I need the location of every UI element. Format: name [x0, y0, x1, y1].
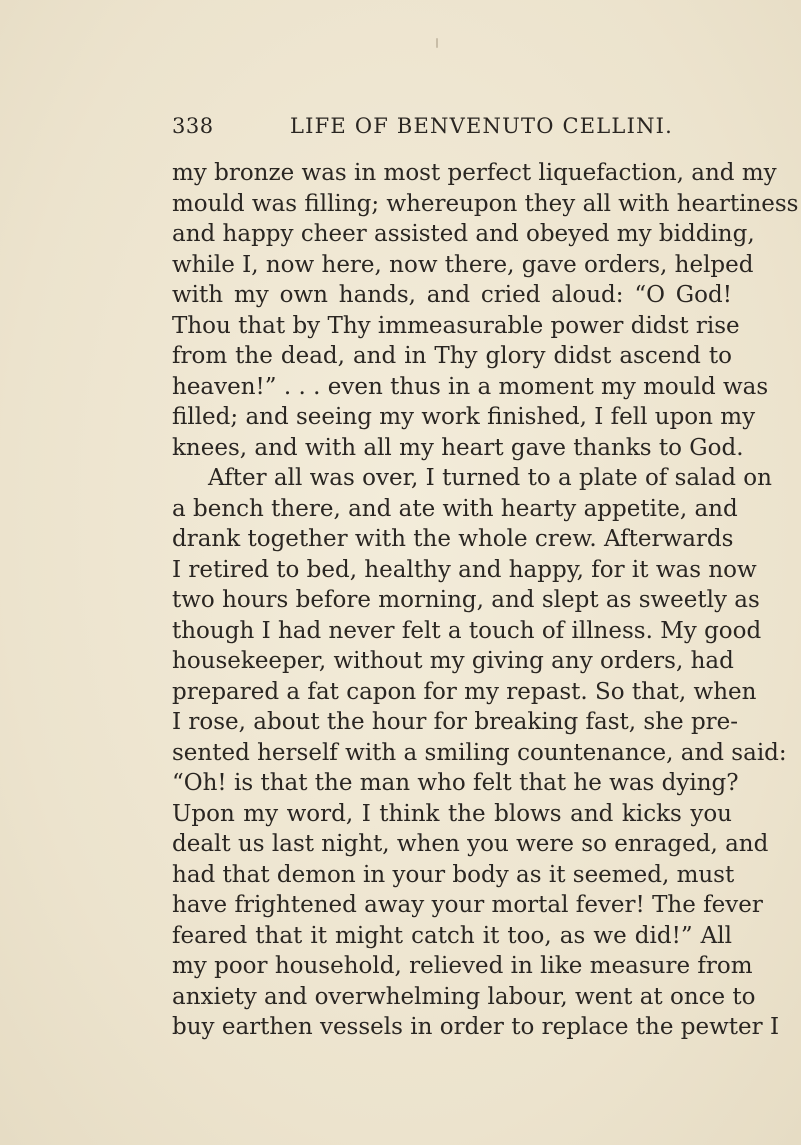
- text-line: while I, now here, now there, gave orders, helped: [172, 251, 754, 278]
- text-line: feared that it might catch it too, as we did!” All: [172, 922, 732, 949]
- paragraph-start-line: After all was over, I turned to a plate of salad on: [208, 465, 772, 491]
- text-line: I rose, about the hour for breaking fast, she pre-: [172, 709, 739, 735]
- text-line: have frightened away your mortal fever! The fever: [172, 892, 763, 918]
- text-line: knees, and with all my heart gave thanks to God.: [172, 434, 744, 461]
- text-line: heaven!” . . . even thus in a moment my mould was: [172, 373, 769, 400]
- text-line: from the dead, and in Thy glory didst ascend to: [172, 343, 732, 369]
- text-line: anxiety and overwhelming labour, went at once to: [172, 983, 756, 1010]
- text-line: had that demon in your body as it seemed, must: [172, 861, 735, 888]
- running-head: LIFE OF BENVENUTO CELLINI.: [290, 114, 674, 138]
- text-line: drank together with the whole crew. Afterwards: [172, 526, 734, 552]
- text-line: mould was filling; whereupon they all with heartiness: [172, 190, 799, 217]
- text-line: a bench there, and ate with hearty appetite, and: [172, 495, 738, 522]
- text-line: Upon my word, I think the blows and kicks you: [172, 800, 732, 827]
- page-number: 338: [172, 114, 214, 138]
- text-line: with my own hands, and cried aloud: “O God!: [172, 282, 732, 308]
- text-line: my bronze was in most perfect liquefaction, and my: [172, 160, 777, 186]
- text-line: I retired to bed, healthy and happy, for it was now: [172, 556, 757, 583]
- text-line: though I had never felt a touch of illness. My good: [172, 617, 762, 644]
- page-header: [172, 114, 732, 144]
- text-line: filled; and seeing my work finished, I fell upon my: [172, 404, 756, 430]
- text-line: dealt us last night, when you were so enraged, and: [172, 831, 769, 857]
- text-line: sented herself with a smiling countenance, and said:: [172, 739, 787, 766]
- paper-blemish: [436, 38, 438, 48]
- text-line: “Oh! is that the man who felt that he was dying?: [172, 770, 739, 796]
- text-line: housekeeper, without my giving any orders, had: [172, 648, 734, 674]
- text-line: two hours before morning, and slept as sweetly as: [172, 587, 760, 613]
- text-line: buy earthen vessels in order to replace the pewter I: [172, 1014, 780, 1040]
- body-text: [172, 158, 799, 1043]
- text-line: my poor household, relieved in like measure from: [172, 953, 753, 979]
- text-line: and happy cheer assisted and obeyed my bidding,: [172, 221, 755, 247]
- text-line: Thou that by Thy immeasurable power didst rise: [172, 312, 740, 339]
- text-line: prepared a fat capon for my repast. So that, when: [172, 678, 757, 705]
